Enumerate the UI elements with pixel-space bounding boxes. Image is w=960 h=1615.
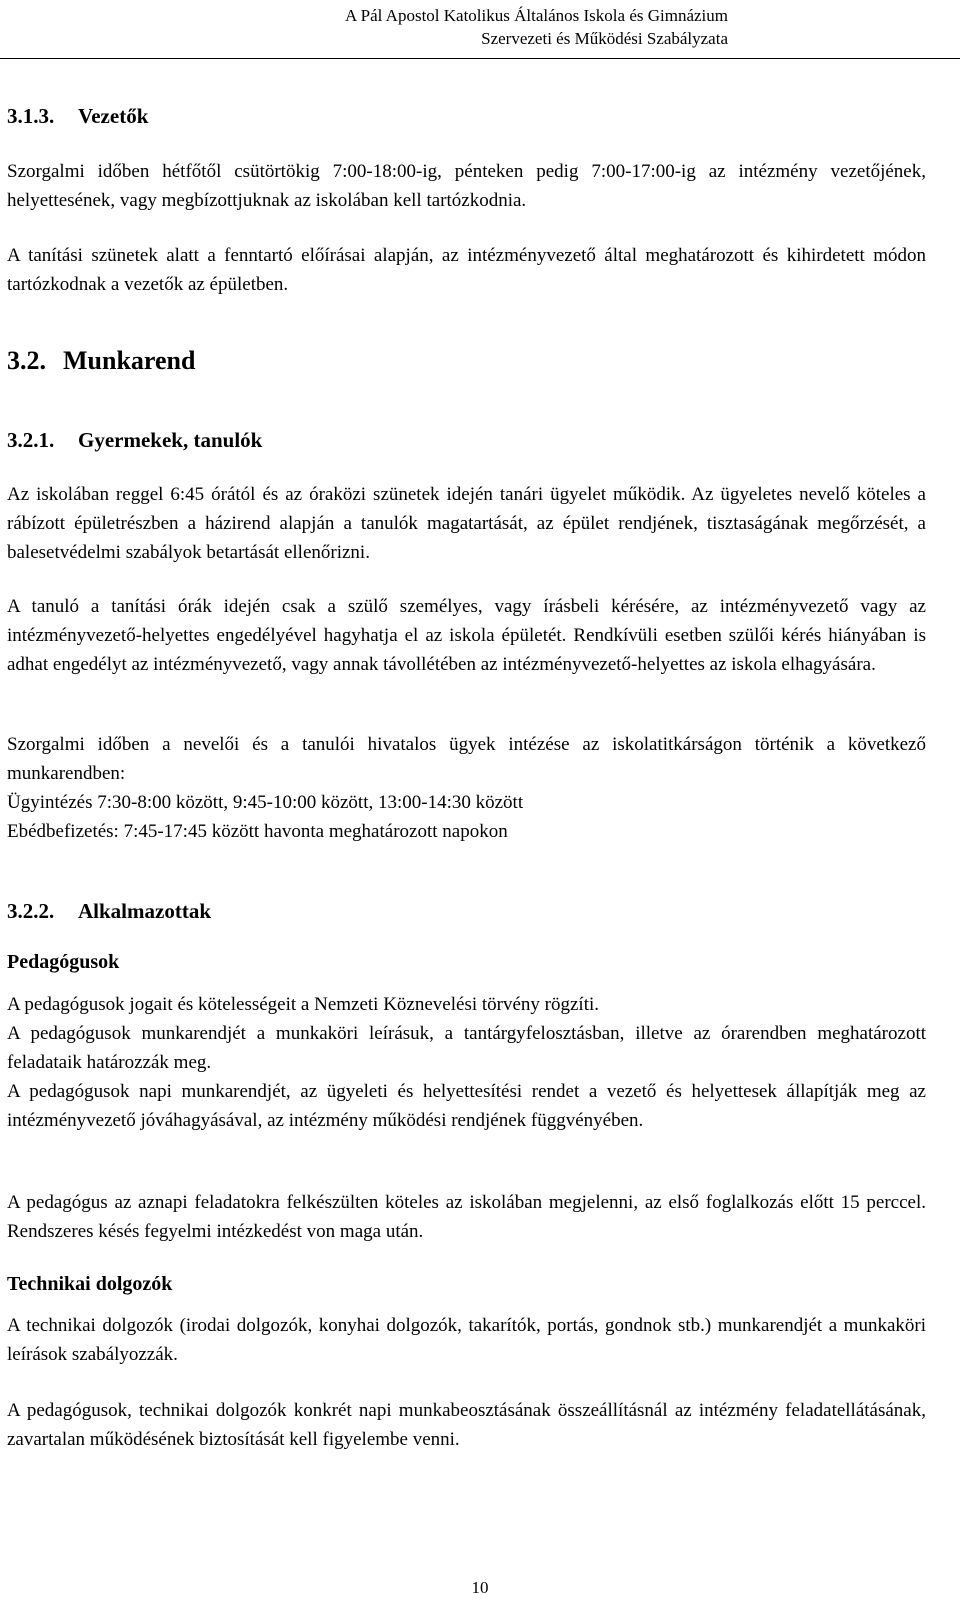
heading-number: 3.2. [7, 346, 46, 375]
subheading-technical-staff: Technikai dolgozók [7, 1273, 173, 1295]
heading-title: Munkarend [63, 346, 196, 375]
paragraph-work-allocation: A pedagógusok, technikai dolgozók konkrét napi munkabeosztásának összeállításnál az intézmény feladatellátásának, zavartalan működésének biztosítását kell figyelembe venni. [7, 1400, 926, 1450]
heading-3-2-2 [7, 898, 211, 924]
paragraph-teachers-schedule: A pedagógusok munkarendjét a munkaköri leírásuk, a tantárgyfelosztásban, illetve az órarendben meghatározott feladataik határozzák meg. [7, 1023, 926, 1073]
page-number: 10 [471, 1578, 489, 1597]
heading-title: Vezetők [78, 104, 149, 128]
heading-number: 3.2.1. [7, 428, 55, 452]
heading-title: Alkalmazottak [78, 899, 211, 923]
paragraph-office-hours: Szorgalmi időben a nevelői és a tanulói hivatalos ügyek intézése az iskolatitkárságon történik a következő munkarendben: [7, 734, 926, 784]
teachers-block [7, 990, 926, 1135]
heading-number: 3.2.2. [7, 899, 55, 923]
paragraph-leaving-school: A tanuló a tanítási órák idején csak a szülő személyes, vagy írásbeli kérésére, az intézményvezető vagy az intézményvezető-helyettes engedélyével hagyhatja el az iskola épületét. Rendkívüli esetben szülői kérés hiányában is adhat engedélyt az intézményvezető, vagy annak távollétében az intézményvezető-helyettes az iskola elhagyására. [7, 596, 926, 675]
paragraph-supervision: Az iskolában reggel 6:45 órától és az óraközi szünetek idején tanári ügyelet működik. Az ügyeletes nevelő köteles a rábízott épületrészben a házirend alapján a tanulók magatartását, az épület rendjének, tisztaságának megőrzését, a balesetvédelmi szabályok betartását ellenőrizni. [7, 484, 926, 563]
page-header [345, 4, 728, 50]
paragraph-teachers-daily-schedule: A pedagógusok napi munkarendjét, az ügyeleti és helyettesítési rendet a vezető és helyettesek állapítják meg az intézményvezető jóváhagyásával, az intézmény működési rendjének függvényében. [7, 1081, 926, 1131]
office-hours-admin: Ügyintézés 7:30-8:00 között, 9:45-10:00 között, 13:00-14:30 között [7, 792, 524, 813]
paragraph-leaders-holidays: A tanítási szünetek alatt a fenntartó előírásai alapján, az intézményvezető által meghatározott és kihirdetett módon tartózkodnak a vezetők az épületben. [7, 245, 926, 295]
header-divider [0, 58, 960, 59]
header-document-name: Szervezeti és Működési Szabályzata [481, 29, 728, 48]
office-hours-lunch-payment: Ebédbefizetés: 7:45-17:45 között havonta meghatározott napokon [7, 821, 508, 842]
heading-number: 3.1.3. [7, 104, 55, 128]
paragraph-leaders-hours: Szorgalmi időben hétfőtől csütörtökig 7:00-18:00-ig, pénteken pedig 7:00-17:00-ig az intézmény vezetőjének, helyettesének, vagy megbízottjuknak az iskolában kell tartózkodnia. [7, 161, 926, 211]
heading-3-2 [7, 345, 195, 377]
heading-3-2-1 [7, 427, 262, 453]
paragraph-technical-staff: A technikai dolgozók (irodai dolgozók, konyhai dolgozók, takarítók, portás, gondnok stb.) munkarendjét a munkaköri leírások szabályozzák. [7, 1315, 926, 1365]
heading-3-1-3 [7, 103, 148, 129]
header-school-name: A Pál Apostol Katolikus Általános Iskola és Gimnázium [345, 6, 728, 25]
heading-title: Gyermekek, tanulók [78, 428, 263, 452]
paragraph-teachers-rights: A pedagógusok jogait és kötelességeit a Nemzeti Köznevelési törvény rögzíti. [7, 994, 599, 1015]
office-hours-block [7, 730, 926, 846]
subheading-teachers: Pedagógusok [7, 951, 120, 973]
paragraph-teachers-arrival: A pedagógus az aznapi feladatokra felkészülten köteles az iskolában megjelenni, az első foglalkozás előtt 15 perccel. Rendszeres késés fegyelmi intézkedést von maga után. [7, 1192, 926, 1242]
